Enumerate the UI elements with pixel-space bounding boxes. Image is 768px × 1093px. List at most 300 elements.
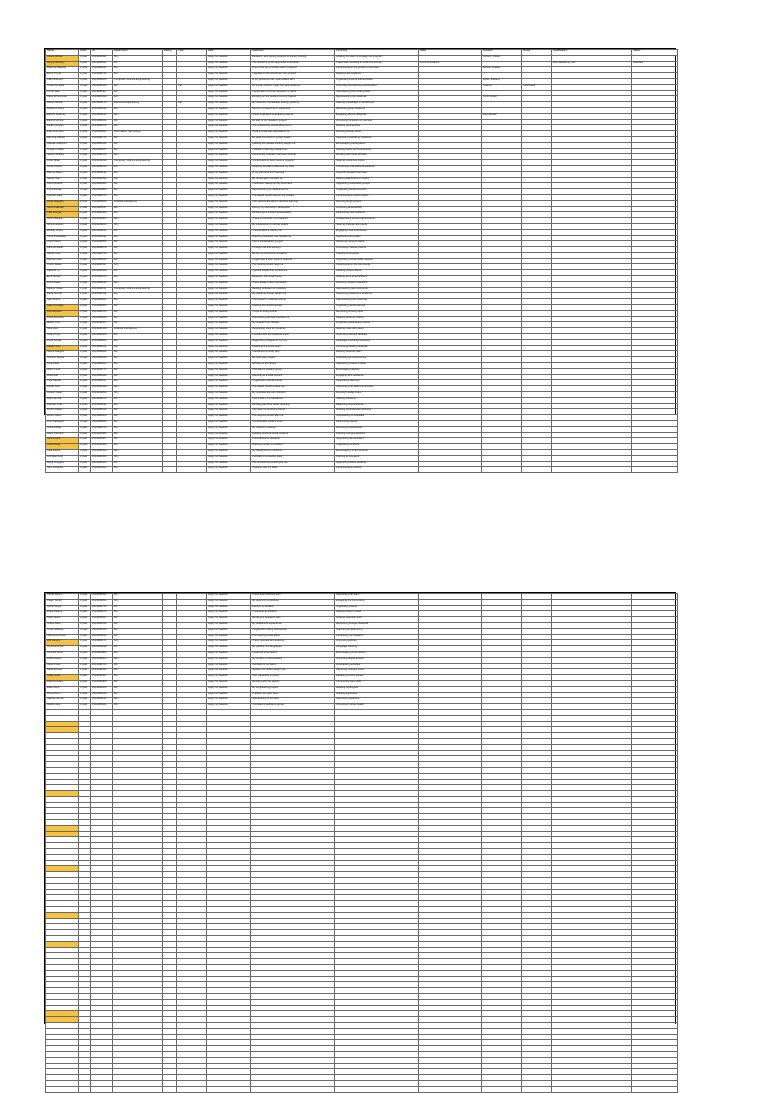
table-cell: BA xyxy=(113,339,163,345)
table-cell: 2 year xyxy=(79,646,91,652)
table-cell: Apply for Awarde xyxy=(207,223,251,229)
table-cell: 3 year xyxy=(79,142,91,148)
table-cell: Organising events and activities xyxy=(335,78,419,84)
table-cell: Apply for Awarde xyxy=(207,212,251,218)
table-cell: Volunteering in hospitals xyxy=(335,415,419,421)
table-cell: Uma Patel xyxy=(46,363,79,369)
table-cell: Elias Wren xyxy=(46,686,79,692)
table-cell: Rafael Soto xyxy=(46,345,79,351)
table-cell: 2019088280 xyxy=(91,339,113,345)
table-cell: Gabriel Sousa xyxy=(46,698,79,704)
table-cell: Apply for Awarde xyxy=(207,183,251,189)
table-cell: Dmitri Volkov xyxy=(46,409,79,415)
table-cell: 2019088121 xyxy=(91,229,113,235)
table-row xyxy=(46,467,678,473)
table-cell: Improving the learning environment xyxy=(335,84,419,90)
table-cell: Apply for Awarde xyxy=(207,90,251,96)
table-cell: The scholarship would allow me to xyxy=(251,125,335,131)
table-cell: BA xyxy=(113,136,163,142)
table-cell: 3 year xyxy=(79,90,91,96)
table-cell: Apply for Awarde xyxy=(207,686,251,692)
table-cell: 2019088369 xyxy=(91,334,113,340)
table-cell: Encouraging participation xyxy=(335,142,419,148)
table-cell: Fundraising activities xyxy=(335,663,419,669)
table-cell: 2019088507 xyxy=(91,438,113,444)
table-cell: Valentina Russo xyxy=(46,634,79,640)
table-cell: Dana Whitcombe xyxy=(46,96,79,102)
table-cell: BA xyxy=(113,686,163,692)
spreadsheet-page-2 xyxy=(44,592,676,1024)
table-cell: BA xyxy=(113,663,163,669)
table-cell: 2 year xyxy=(79,455,91,461)
table-cell: 2019088636 xyxy=(91,142,113,148)
table-cell: Apply for Awarde xyxy=(207,368,251,374)
table-cell: Apply for Awarde xyxy=(207,287,251,293)
table-cell: BA xyxy=(113,281,163,287)
table-cell: BA xyxy=(113,704,163,710)
table-cell: 2019088179 xyxy=(91,102,113,108)
table-cell xyxy=(482,1086,522,1092)
table-cell: Contributing to sports teams xyxy=(335,194,419,200)
table-cell: Raising awareness of issues xyxy=(335,177,419,183)
table-cell: Organising performances xyxy=(335,305,419,311)
table-cell: 2019088526 xyxy=(91,84,113,90)
table-cell: Apply for Awarde xyxy=(207,386,251,392)
table-cell xyxy=(552,467,632,473)
table-cell: BA xyxy=(113,258,163,264)
table-cell: Apply for Awarde xyxy=(207,55,251,61)
table-cell: Anouk Visser xyxy=(46,392,79,398)
table-cell: Tomasz Wojcik xyxy=(46,357,79,363)
table-cell: Contributing to the growth of the team xyxy=(335,67,419,73)
table-cell: Apply for Awarde xyxy=(207,363,251,369)
table-cell: I worked with the students union xyxy=(251,334,335,340)
table-cell: I founded a reading group xyxy=(251,368,335,374)
table-cell: Apply for Awarde xyxy=(207,61,251,67)
table-cell: 3 year xyxy=(79,194,91,200)
table-cell: Encouraging STEM interest xyxy=(335,449,419,455)
table-cell: 2019088022 xyxy=(91,351,113,357)
spreadsheet-page-1 xyxy=(44,48,676,470)
table-cell: Apply for Awarde xyxy=(207,194,251,200)
table-cell: Nico Ferrante xyxy=(46,467,79,473)
table-cell: BA xyxy=(113,165,163,171)
table-cell: Apply for Awarde xyxy=(207,171,251,177)
table-cell: 2019088785 xyxy=(91,310,113,316)
table-cell: BA xyxy=(113,461,163,467)
table-cell: BA xyxy=(113,96,163,102)
table-cell: BA xyxy=(113,415,163,421)
table-cell: 2 year xyxy=(79,334,91,340)
data-table-page-2 xyxy=(45,593,678,1093)
table-cell: 2019088933 xyxy=(91,357,113,363)
table-cell: 3 year xyxy=(79,461,91,467)
table-cell xyxy=(482,467,522,473)
table-cell: Willa Hart xyxy=(46,374,79,380)
table-cell: Apply for Awarde xyxy=(207,449,251,455)
column-header: Group xyxy=(522,50,552,56)
table-cell: My dissertation focuses on xyxy=(251,177,335,183)
table-cell: Jasper Whitley xyxy=(46,154,79,160)
table-cell: BA xyxy=(113,698,163,704)
table-cell: BA xyxy=(113,189,163,195)
table-cell xyxy=(335,1086,419,1092)
table-cell: Shortlisted xyxy=(522,84,552,90)
table-cell: 2019088744 xyxy=(91,73,113,79)
table-cell: Nadia Osei xyxy=(46,177,79,183)
table-row xyxy=(46,1086,678,1092)
table-cell: My aim is to become a teacher xyxy=(251,252,335,258)
table-cell: I applied to this school as I am excited xyxy=(251,73,335,79)
table-cell: I hope to use my skills xyxy=(251,467,335,473)
table-cell: I am passionate about machine learning xyxy=(251,200,335,206)
table-cell: Vera Lindqvist xyxy=(46,223,79,229)
table-cell: Debating current issues xyxy=(335,675,419,681)
table-cell: Presenting at conferences xyxy=(335,357,419,363)
table-cell: BA xyxy=(113,235,163,241)
table-cell: BA xyxy=(113,125,163,131)
table-cell: 3 year xyxy=(79,368,91,374)
table-cell: I volunteer weekly at the food bank xyxy=(251,183,335,189)
table-cell: 3 year xyxy=(79,651,91,657)
table-cell: BA xyxy=(113,241,163,247)
table-cell: 2019088983 xyxy=(91,651,113,657)
table-cell: Improving campus facilities xyxy=(335,334,419,340)
table-cell: Apply for Awarde xyxy=(207,247,251,253)
table-cell: Leading project teams xyxy=(335,270,419,276)
table-cell: I developed a study app xyxy=(251,351,335,357)
table-cell: Samir Haddad xyxy=(46,206,79,212)
table-cell: 2019088705 xyxy=(91,194,113,200)
table-cell: Finn Gallagher xyxy=(46,421,79,427)
table-cell: Building partnerships xyxy=(335,125,419,131)
table-cell: Nina Holt xyxy=(46,328,79,334)
table-cell: My placement year taught me xyxy=(251,293,335,299)
table-cell: My experience in the lab taught xyxy=(251,223,335,229)
table-cell: Apply for Awarde xyxy=(207,444,251,450)
table-cell: Farah Qureshi xyxy=(46,125,79,131)
table-cell: 2019088844 xyxy=(91,421,113,427)
table-cell: Apply for Awarde xyxy=(207,270,251,276)
table-cell: 4 year xyxy=(79,84,91,90)
table-cell: Engaging alumni networks xyxy=(335,113,419,119)
table-cell: Apply for Awarde xyxy=(207,107,251,113)
table-cell: BA xyxy=(113,229,163,235)
table-cell: BA xyxy=(113,154,163,160)
table-cell: Petra Novak xyxy=(46,339,79,345)
table-cell: Apply for Awarde xyxy=(207,461,251,467)
table-cell: Improving policies xyxy=(335,640,419,646)
table-cell: BA xyxy=(113,438,163,444)
table-cell: I coached local teams xyxy=(251,651,335,657)
table-cell: 3 year xyxy=(79,107,91,113)
table-cell: 3 year xyxy=(79,281,91,287)
table-cell xyxy=(522,467,552,473)
table-cell: Tawnby xyxy=(482,84,522,90)
table-cell: 3 year xyxy=(79,622,91,628)
table-cell xyxy=(522,1086,552,1092)
table-cell: Apply for Awarde xyxy=(207,165,251,171)
table-cell: 3 year xyxy=(79,386,91,392)
table-cell: BA xyxy=(113,142,163,148)
table-cell: Language tutoring xyxy=(335,646,419,652)
table-cell xyxy=(79,1086,91,1092)
table-cell: 3 year xyxy=(79,258,91,264)
table-cell: Apply for Awarde xyxy=(207,142,251,148)
table-cell: Teaching music to children xyxy=(251,444,335,450)
table-cell: 3 year xyxy=(79,374,91,380)
table-cell: 3 year xyxy=(79,449,91,455)
table-cell: Apply for Awarde xyxy=(207,357,251,363)
table-cell: Apply for Awarde xyxy=(207,281,251,287)
table-cell: 1 year xyxy=(79,218,91,224)
table-cell: 2019088438 xyxy=(91,386,113,392)
table-cell: BA xyxy=(113,264,163,270)
table-cell: Ines Duarte xyxy=(46,438,79,444)
table-cell: Umar Siddiqui xyxy=(46,628,79,634)
table-cell: I coordinated a charity run xyxy=(251,229,335,235)
table-cell: 2019088062 xyxy=(91,704,113,710)
table-cell: Rosa Delgado xyxy=(46,200,79,206)
table-cell: BA xyxy=(113,594,163,600)
table-cell: BA xyxy=(113,467,163,473)
table-cell: 2019088725 xyxy=(91,663,113,669)
table-cell: Looking for ways to engage the program xyxy=(335,55,419,61)
table-cell: Collaborating across departments xyxy=(335,218,419,224)
table-cell: 4 year xyxy=(79,432,91,438)
table-cell: 3 year xyxy=(79,444,91,450)
table-cell: Improving mental health support xyxy=(335,258,419,264)
table-cell: My research on climate xyxy=(251,322,335,328)
table-cell: 4 year xyxy=(79,183,91,189)
table-cell: BA xyxy=(113,113,163,119)
table-cell: 2 year xyxy=(79,102,91,108)
table-cell: 2019088864 xyxy=(91,305,113,311)
table-cell: Brent Thyne xyxy=(46,73,79,79)
table-cell: 3 year xyxy=(79,421,91,427)
table-cell: 2019088478 xyxy=(91,154,113,160)
table-cell: Viktor Lund xyxy=(46,368,79,374)
table-cell: Pitching to investors xyxy=(335,455,419,461)
table-cell: 2019088834 xyxy=(91,599,113,605)
table-cell: Apply for Awarde xyxy=(207,438,251,444)
table-cell: Sharing knowledge in workshops xyxy=(335,102,419,108)
table-cell: Community outreach has been central xyxy=(251,154,335,160)
table-cell: Teaching programming xyxy=(335,628,419,634)
table-cell: Apply for Awarde xyxy=(207,78,251,84)
table-cell xyxy=(419,1086,482,1092)
table-cell: Communications xyxy=(419,61,482,67)
table-cell: 3 year xyxy=(79,698,91,704)
table-cell: I have always been interested xyxy=(251,281,335,287)
table-cell: During my placement I supported xyxy=(251,107,335,113)
table-cell: 2019088626 xyxy=(91,200,113,206)
table-cell: Glen Estate xyxy=(482,113,522,119)
table-cell: Teaching assistant role helped me xyxy=(251,235,335,241)
table-cell: 2019088270 xyxy=(91,397,113,403)
table-cell: Encouraging literacy xyxy=(335,368,419,374)
table-cell: 2019088399 xyxy=(91,160,113,166)
table-cell: Apply for Awarde xyxy=(207,698,251,704)
table-cell: Engaging local businesses xyxy=(335,229,419,235)
table-cell: I led a sustainability project xyxy=(251,241,335,247)
table-cell: Apply for Awarde xyxy=(207,345,251,351)
table-cell: Apply for Awarde xyxy=(207,293,251,299)
table-cell: BA xyxy=(113,426,163,432)
table-cell: BA xyxy=(113,409,163,415)
table-cell: BA xyxy=(113,386,163,392)
table-cell: My engineering project xyxy=(251,686,335,692)
table-cell: Apply for Awarde xyxy=(207,640,251,646)
table-cell: BA xyxy=(113,368,163,374)
table-cell: Elena Petrova xyxy=(46,119,79,125)
table-cell: Research into local history xyxy=(251,276,335,282)
table-cell: 3 year xyxy=(79,61,91,67)
table-cell: I competed in national events xyxy=(251,299,335,305)
table-cell: Apply for Awarde xyxy=(207,154,251,160)
column-header: Level xyxy=(79,50,91,56)
table-cell: Freya Dunn xyxy=(46,692,79,698)
table-cell: I am interested in policy xyxy=(251,675,335,681)
table-cell: 2019088448 xyxy=(91,328,113,334)
table-cell: Awarded xyxy=(632,61,678,67)
table-cell: Apply for Awarde xyxy=(207,84,251,90)
column-header: Statement xyxy=(251,50,335,56)
table-cell: 2019088913 xyxy=(91,594,113,600)
table-cell: 2019088686 xyxy=(91,432,113,438)
table-cell: Xena Papadakis xyxy=(46,235,79,241)
table-cell: I started a tutoring programme xyxy=(251,148,335,154)
table-cell: Apply for Awarde xyxy=(207,663,251,669)
table-cell: The award would support my studies xyxy=(251,194,335,200)
table-cell: Cally Ramsey xyxy=(46,78,79,84)
table-cell: BA xyxy=(113,403,163,409)
table-cell: Apply for Awarde xyxy=(207,594,251,600)
table-cell: 2019088527 xyxy=(91,322,113,328)
table-cell: Zelda Baxter xyxy=(46,657,79,663)
table-cell: Apply for Awarde xyxy=(207,189,251,195)
table-cell: Apply for Awarde xyxy=(207,455,251,461)
table-cell: I organised a peer support network xyxy=(251,258,335,264)
table-cell: Conor Walsh xyxy=(46,264,79,270)
table-cell: Organising concerts xyxy=(335,444,419,450)
table-cell: Daphne Yu xyxy=(46,270,79,276)
table-cell xyxy=(163,467,177,473)
table-cell: Apply for Awarde xyxy=(207,704,251,710)
table-cell: Working part time while studying xyxy=(251,403,335,409)
table-cell: 3 year xyxy=(79,55,91,61)
table-cell: My final year project xyxy=(251,357,335,363)
table-cell: Will Hendry xyxy=(46,640,79,646)
table-cell: Organising careers events xyxy=(335,189,419,195)
table-cell: Apply for Awarde xyxy=(207,299,251,305)
table-cell: 2019088696 xyxy=(91,374,113,380)
table-cell: 3 year xyxy=(79,229,91,235)
table-cell: Tutoring local pupils xyxy=(335,252,419,258)
table-cell: Emil Novak xyxy=(46,276,79,282)
table-cell: 3 year xyxy=(79,663,91,669)
table-cell: Chloe Grimaldi xyxy=(46,84,79,90)
table-cell: 3 year xyxy=(79,640,91,646)
table-cell: Apply for Awarde xyxy=(207,200,251,206)
table-cell: 1 year xyxy=(79,403,91,409)
table-cell: Apply for Awarde xyxy=(207,622,251,628)
table-cell: Oliver Brandt xyxy=(46,183,79,189)
table-cell: 2019088646 xyxy=(91,669,113,675)
table-cell: 2019088487 xyxy=(91,90,113,96)
table-cell: 3 year xyxy=(79,189,91,195)
table-cell: 2019088418 xyxy=(91,622,113,628)
table-cell: Delphine Ross xyxy=(46,107,79,113)
table-cell: Adrian Cole xyxy=(46,252,79,258)
table-cell: Volunteering abroad showed me xyxy=(251,316,335,322)
table-cell: 2019088428 xyxy=(91,444,113,450)
table-cell: BA xyxy=(113,675,163,681)
table-cell: I have represented students xyxy=(251,640,335,646)
table-cell: 3 year xyxy=(79,136,91,142)
table-cell: Apply for Awarde xyxy=(207,119,251,125)
table-cell: Apply for Awarde xyxy=(207,392,251,398)
table-cell: BA xyxy=(113,374,163,380)
table-cell: 3 year xyxy=(79,345,91,351)
table-cell: 2019088833 xyxy=(91,67,113,73)
table-cell: The award would enable me xyxy=(251,386,335,392)
table-cell: 3 year xyxy=(79,634,91,640)
table-cell: I contributed to research xyxy=(251,438,335,444)
table-cell: Bram de Wit xyxy=(46,397,79,403)
table-cell: Apply for Awarde xyxy=(207,252,251,258)
table-cell: 2019088032 xyxy=(91,293,113,299)
table-cell: The school is to be supported to develop xyxy=(251,61,335,67)
table-cell: BA xyxy=(113,305,163,311)
table-cell: Supporting wellbeing initiatives xyxy=(335,136,419,142)
table-cell: Working in research labs xyxy=(251,617,335,623)
table-cell: I founded a wellbeing group xyxy=(251,704,335,710)
table-cell: 1 year xyxy=(79,669,91,675)
table-cell: BA xyxy=(113,669,163,675)
table-cell: BA xyxy=(113,392,163,398)
table-cell: Volunteering in schools xyxy=(251,698,335,704)
table-cell: Leading the debate society taught me xyxy=(251,142,335,148)
table-cell: Improving digital access xyxy=(335,657,419,663)
table-cell: BA xyxy=(113,617,163,623)
table-cell: My volunteering with children xyxy=(251,392,335,398)
table-cell: My project on accessibility xyxy=(251,657,335,663)
table-cell: BA xyxy=(113,455,163,461)
table-cell: 2019088458 xyxy=(91,270,113,276)
table-cell: Apply for Awarde xyxy=(207,339,251,345)
data-table-page-1 xyxy=(45,49,678,473)
table-cell: Kofi Mensah xyxy=(46,310,79,316)
table-cell: Sven Olsen xyxy=(46,617,79,623)
table-cell: Apply for Awarde xyxy=(207,136,251,142)
column-header: Skills xyxy=(419,50,482,56)
table-cell: Apply for Awarde xyxy=(207,177,251,183)
table-cell: Apply for Awarde xyxy=(207,617,251,623)
table-cell: BA xyxy=(113,646,163,652)
column-header: Date xyxy=(207,50,251,56)
table-cell: Supporting the wider community xyxy=(335,386,419,392)
table-cell: Working as a student ambassador xyxy=(251,212,335,218)
table-cell: BA xyxy=(113,605,163,611)
table-cell: Computer Science Engineering xyxy=(113,287,163,293)
table-cell: 2019088290 xyxy=(91,281,113,287)
table-cell: I have been working with xyxy=(251,594,335,600)
table-cell: Talia Morgan xyxy=(46,212,79,218)
table-cell: 3 year xyxy=(79,125,91,131)
table-cell: Leading environmental projects xyxy=(251,432,335,438)
table-cell: Apply for Awarde xyxy=(207,605,251,611)
